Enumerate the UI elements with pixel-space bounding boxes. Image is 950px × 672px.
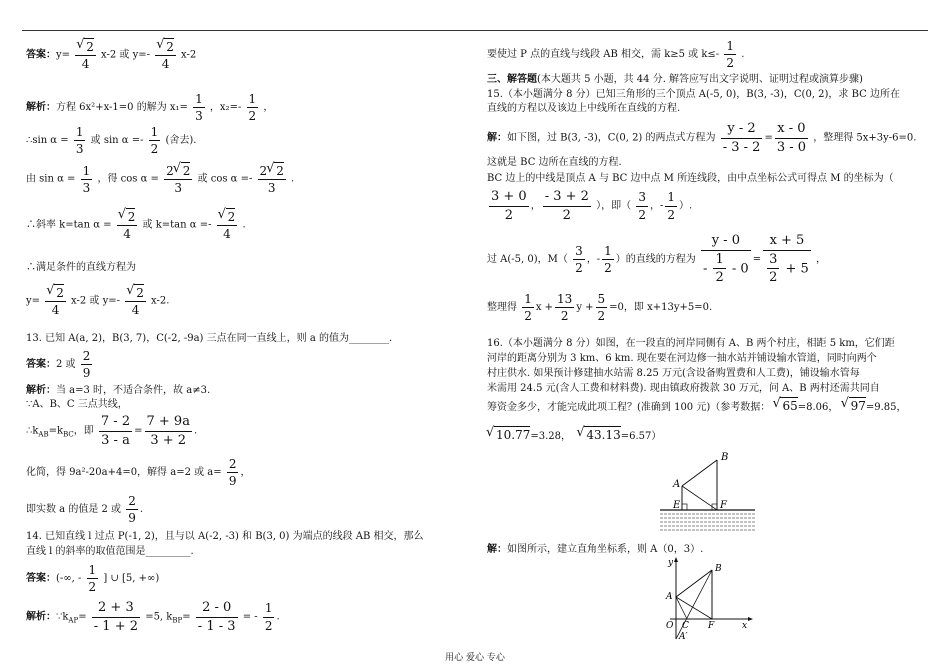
footer: 用心 爱心 专心: [445, 653, 505, 663]
answer-14: 答案：(-∞, - $\frac{1}{2}$ ] ∪ [5, +∞): [26, 563, 160, 595]
question-14-line1: 14. 已知直线 l 过点 P(-1, 2)，且与以 A(-2, -3) 和 B(3, 0) 为端点的线段 AB 相交，那么: [26, 531, 424, 542]
label-A2: A: [666, 592, 673, 602]
question-16-line3: 村庄供水. 如果预计修建抽水站需 8.25 万元(含设备购置费和人工费)，铺设输水管每: [487, 368, 860, 379]
analysis-13-line4: 化简，得 9a²-20a+4=0，解得 a=2 或 a= $\frac{2}{9}$ ，: [26, 457, 251, 489]
river-diagram: [655, 448, 765, 538]
header-rule: [22, 30, 928, 31]
analysis-12-line2: ∴sin α = $\frac{1}{3}$ 或 sin α =- $\frac{1}{2}$ (舍去).: [26, 125, 197, 157]
label-E: E: [673, 500, 681, 511]
answer-13: 答案：2 或 $\frac{2}{9}$: [26, 349, 91, 381]
section-heading: 三、解答题(本大题共 5 小题，共 44 分. 解答应写出文字说明、证明过程或演算步骤): [487, 74, 863, 85]
solution-15-line1: 解：如下图，过 B(3, -3)，C(0, 2) 的两点式方程为 $\frac{y - 2}{- 3 - 2}$ = $\frac{x - 0}{3 - 0}$ ，整理得 5x+3y-6=0.: [487, 121, 917, 155]
analysis-13-line5: 即实数 a 的值是 2 或 $\frac{2}{9}$ .: [26, 494, 144, 526]
label-F: F: [720, 500, 727, 511]
question-16-line4: 米需用 24.5 元(含人工费和材料费). 现由镇政府拨款 30 万元，问 A、B 两村还需共同自: [487, 383, 880, 394]
analysis-12-line4: ∴斜率 k=tan α = √ $\frac{2}{4}$ 或 k=tan α =- √ $\frac{2}{4}$ .: [26, 208, 246, 242]
analysis-13-line3: $\therefore k_{AB}=k_{BC}$，即 $\frac{7 - 2}{3 - a}$ = $\frac{7 + 9a}{3 + 2}$ .: [26, 414, 198, 448]
analysis-14-conclusion: 要使过 P 点的直线与线段 AB 相交，需 k≥5 或 k≤- $\frac{1}{2}$ .: [487, 39, 745, 71]
label-C: C: [682, 621, 689, 631]
analysis-12-line3: 由 sin α = $\frac{1}{3}$ ，得 cos α = $\frac{2√ 2}{3}$ 或 cos α =- $\frac{2√ 2}{3}$ .: [26, 162, 294, 196]
solution-15-line3: BC 边上的中线是顶点 A 与 BC 边中点 M 所连线段，由中点坐标公式可得点 M 的坐标为（: [487, 173, 894, 184]
label-x: x: [742, 621, 748, 631]
question-13: 13. 已知 A(a, 2)，B(3, 7)，C(-2, -9a) 三点在同一直线上，则 a 的值为________.: [26, 333, 393, 344]
analysis-12-line5: ∴满足条件的直线方程为: [26, 262, 136, 273]
solution-15-line5: 过 A(-5, 0)，M（ $\frac{3}{2}$ ，- $\frac{1}{2}$ ）的直线的方程为 y - 0 - $\frac{1}{2}$ - 0 = x + 5 $\frac{3}{2}$ + 5 ，: [487, 233, 826, 286]
label-y: y: [668, 558, 674, 568]
question-16-line1: 16.（本小题满分 8 分）如图，在一段直的河岸同侧有 A、B 两个村庄，相距 5 km，它们距: [487, 338, 895, 349]
question-14-line2: 直线 l 的斜率的取值范围是_________.: [26, 546, 194, 557]
question-16-line2: 河岸的距离分别为 3 km、6 km. 现在要在河边修一抽水站并铺设输水管道，同时向两个: [487, 353, 877, 364]
label-A: A: [673, 479, 681, 490]
solution-16: 解：如图所示，建立直角坐标系，则 A（0，3）.: [487, 544, 704, 555]
label-O: O: [666, 621, 674, 631]
solution-15-line6: 整理得 $\frac{1}{2}$ x + $\frac{13}{2}$ y + $\frac{5}{2}$ =0，即 x+13y+5=0.: [487, 292, 713, 324]
analysis-14: 解析：$\because k_{AP}=$ $\frac{2 + 3}{- 1 + 2}$ =5, $k_{BP}=$ $\frac{2 - 0}{- 1 - 3}$ = - $\frac{1}{2}$ .: [26, 600, 280, 634]
question-15-line1: 15.（本小题满分 8 分）已知三角形的三个顶点 A(-5, 0)，B(3, -3)，C(0, 2)，求 BC 边所在: [487, 89, 900, 100]
label-F2: F: [708, 621, 715, 631]
label-B2: B: [715, 564, 722, 574]
label-B: B: [721, 452, 729, 463]
solution-15-line2: 这就是 BC 边所在直线的方程.: [487, 157, 622, 168]
question-15-line2: 直线的方程以及该边上中线所在直线的方程.: [487, 103, 681, 114]
question-16-line5: 筹资金多少，才能完成此项工程？(准确到 100 元)（参考数据： √ 65=8.06， √ 97=9.85，: [487, 397, 907, 415]
question-16-line6: √ 10.77=3.28， √ 43.13=6.57）: [487, 426, 661, 444]
analysis-12-line6: y= √ $\frac{2}{4}$ x-2 或 y=- √ $\frac{2}{4}$ x-2.: [26, 284, 169, 318]
label-A-prime: A′: [679, 632, 688, 642]
answer-12: 答案：y= √ $\frac{2}{4}$ x-2 或 y=- √ $\frac{2}{4}$ x-2: [26, 38, 196, 72]
analysis-12-line1: 解析：方程 6x²+x-1=0 的解为 x₁= $\frac{1}{3}$ ，x₂=- $\frac{1}{2}$ ，: [26, 92, 274, 124]
solution-15-line4: $\frac{3 + 0}{2}$ ， $\frac{- 3 + 2}{2}$ ），即（ $\frac{3}{2}$ ，- $\frac{1}{2}$ ）.: [491, 189, 693, 223]
coordinate-diagram: [662, 555, 757, 643]
analysis-13-line1: 解析：当 a=3 时，不适合条件，故 a≠3.: [26, 385, 211, 396]
analysis-13-line2: ∵A、B、C 三点共线，: [26, 399, 128, 410]
